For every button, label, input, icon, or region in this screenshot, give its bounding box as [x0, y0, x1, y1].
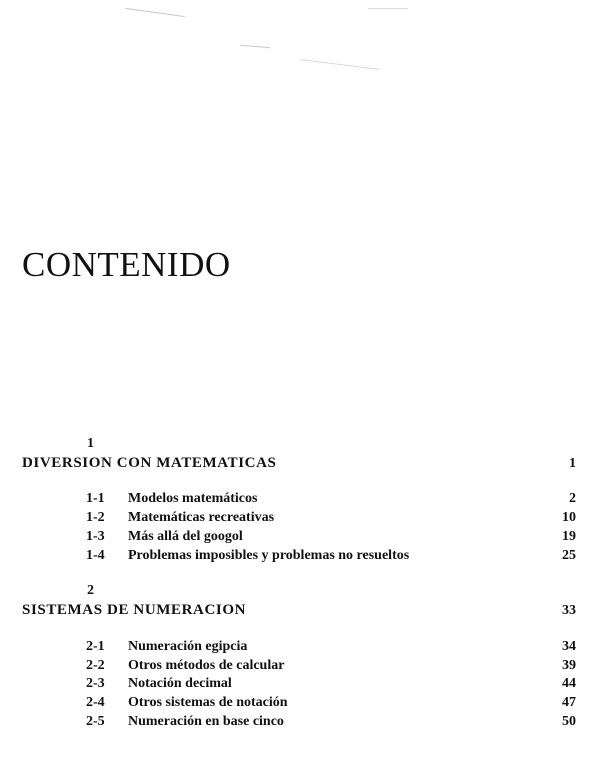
section-page-number: 10 [562, 510, 576, 525]
section-number: 2-5 [86, 714, 105, 729]
section-number: 1-3 [86, 529, 105, 544]
chapter-title: DIVERSION CON MATEMATICAS [22, 455, 277, 471]
toc-entry [0, 530, 600, 548]
toc-entry [0, 696, 600, 714]
toc-entry [0, 492, 600, 510]
section-title: Numeración en base cinco [128, 714, 284, 729]
scan-mark [125, 8, 185, 17]
toc-entry [0, 659, 600, 677]
page-title: CONTENIDO [22, 245, 231, 284]
section-title: Numeración egipcia [128, 639, 248, 654]
section-number: 1-2 [86, 510, 105, 525]
toc-entry [0, 715, 600, 733]
section-number: 2-3 [86, 676, 105, 691]
scan-mark [240, 45, 270, 49]
section-title: Matemáticas recreativas [128, 510, 275, 525]
toc-entry [0, 549, 600, 567]
section-number: 2-1 [86, 639, 105, 654]
section-title: Otros métodos de calcular [128, 658, 285, 673]
section-title: Problemas imposibles y problemas no resueltos [128, 548, 410, 563]
section-number: 2-4 [86, 695, 105, 710]
section-title: Más allá del googol [128, 529, 243, 544]
section-title: Modelos matemáticos [128, 491, 258, 506]
section-page-number: 44 [562, 676, 576, 691]
chapter-page-number: 1 [569, 456, 576, 471]
section-title: Otros sistemas de notación [128, 695, 288, 710]
scan-mark [300, 59, 380, 70]
toc-entry [0, 511, 600, 529]
section-page-number: 19 [562, 529, 576, 544]
section-number: 1-1 [86, 491, 105, 506]
section-number: 2-2 [86, 658, 105, 673]
chapter-number: 2 [87, 583, 94, 598]
section-page-number: 50 [562, 714, 576, 729]
toc-entry [0, 640, 600, 658]
section-number: 1-4 [86, 548, 105, 563]
section-page-number: 2 [569, 491, 576, 506]
chapter-number: 1 [87, 436, 94, 451]
section-page-number: 39 [562, 658, 576, 673]
section-page-number: 47 [562, 695, 576, 710]
section-page-number: 34 [562, 639, 576, 654]
section-title: Notación decimal [128, 676, 232, 691]
scan-mark [368, 8, 408, 9]
toc-entry [0, 677, 600, 695]
chapter-title: SISTEMAS DE NUMERACION [22, 602, 247, 618]
chapter-page-number: 33 [562, 603, 576, 618]
section-page-number: 25 [562, 548, 576, 563]
